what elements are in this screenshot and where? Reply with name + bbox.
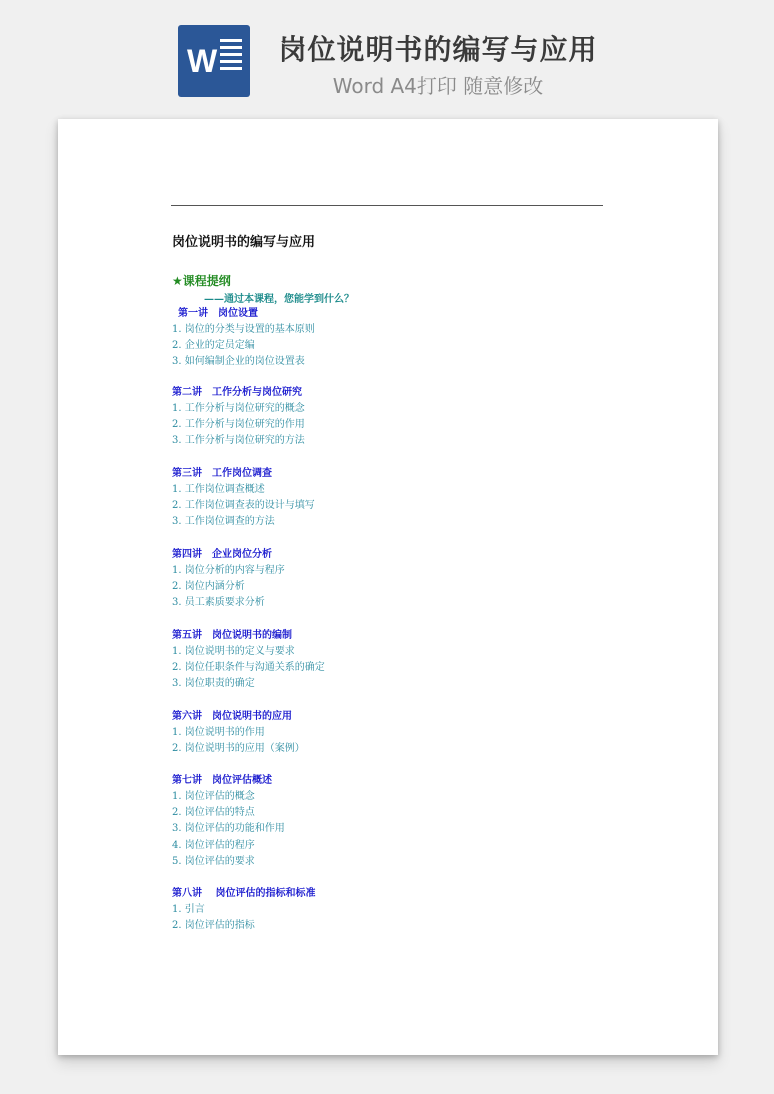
- lecture-heading: 第五讲 岗位说明书的编制: [172, 630, 292, 641]
- lecture-block: [172, 628, 672, 693]
- outline-subtitle: ——通过本课程，您能学到什么？: [204, 294, 354, 305]
- lecture-heading: 第四讲 企业岗位分析: [172, 549, 272, 560]
- lecture-item: 3. 岗位评估的功能和作用: [172, 823, 285, 835]
- banner-title: 岗位说明书的编写与应用: [278, 33, 598, 66]
- lecture-item: 1. 工作岗位调查概述: [172, 484, 265, 495]
- lecture-block: [172, 547, 672, 612]
- header-rule: [171, 205, 603, 206]
- lecture-block: [172, 466, 672, 531]
- lecture-item: 3. 如何编制企业的岗位设置表: [172, 356, 305, 368]
- banner-header: [0, 0, 774, 118]
- word-logo-letter: W: [187, 43, 218, 79]
- lecture-item: 1. 岗位说明书的作用: [172, 727, 265, 738]
- lecture-item: 2. 岗位评估的特点: [172, 807, 255, 819]
- lecture-block: [172, 886, 672, 934]
- lecture-block: [172, 773, 672, 870]
- lecture-heading: 第三讲 工作岗位调查: [172, 468, 272, 479]
- lecture-item: 2. 企业的定员定编: [172, 340, 255, 352]
- lecture-block: [172, 385, 672, 450]
- lecture-item: 4. 岗位评估的程序: [172, 839, 255, 851]
- lecture-item: 1. 引言: [172, 904, 205, 915]
- lecture-item: 1. 岗位分析的内容与程序: [172, 565, 285, 576]
- lecture-item: 3. 员工素质要求分析: [172, 597, 265, 609]
- outline-label: ★课程提纲: [172, 274, 231, 288]
- lecture-item: 3. 工作岗位调查的方法: [172, 516, 275, 528]
- word-logo-icon: [178, 25, 250, 97]
- lecture-item: 2. 岗位内涵分析: [172, 581, 245, 593]
- lecture-item: 1. 岗位的分类与设置的基本原则: [172, 324, 315, 335]
- lecture-item: 1. 工作分析与岗位研究的概念: [172, 403, 305, 414]
- lecture-item: 5. 岗位评估的要求: [172, 855, 255, 867]
- word-logo-lines: [220, 39, 242, 74]
- lecture-block: [172, 709, 672, 757]
- banner-subtitle: Word A4打印 随意修改: [332, 74, 544, 98]
- lecture-item: 1. 岗位说明书的定义与要求: [172, 646, 295, 657]
- lecture-item: 2. 工作岗位调查表的设计与填写: [172, 500, 315, 512]
- lecture-item: 2. 岗位评估的指标: [172, 920, 255, 932]
- lecture-item: 2. 工作分析与岗位研究的作用: [172, 419, 305, 431]
- lecture-item: 3. 工作分析与岗位研究的方法: [172, 435, 305, 447]
- lecture-item: 2. 岗位说明书的应用（案例）: [172, 743, 305, 755]
- lecture-item: 3. 岗位职责的确定: [172, 678, 255, 690]
- lecture-heading: 第二讲 工作分析与岗位研究: [172, 387, 302, 398]
- lecture-heading: 第八讲 岗位评估的指标和标准: [172, 888, 316, 899]
- lecture-heading: 第六讲 岗位说明书的应用: [172, 711, 292, 722]
- lecture-heading: 第七讲 岗位评估概述: [172, 775, 272, 786]
- document-page: [58, 119, 718, 1055]
- document-title: 岗位说明书的编写与应用: [172, 235, 316, 250]
- lecture-item: 1. 岗位评估的概念: [172, 791, 255, 802]
- lecture-heading: 第一讲 岗位设置: [178, 308, 258, 319]
- lecture-block: [172, 306, 678, 371]
- lecture-item: 2. 岗位任职条件与沟通关系的确定: [172, 662, 325, 674]
